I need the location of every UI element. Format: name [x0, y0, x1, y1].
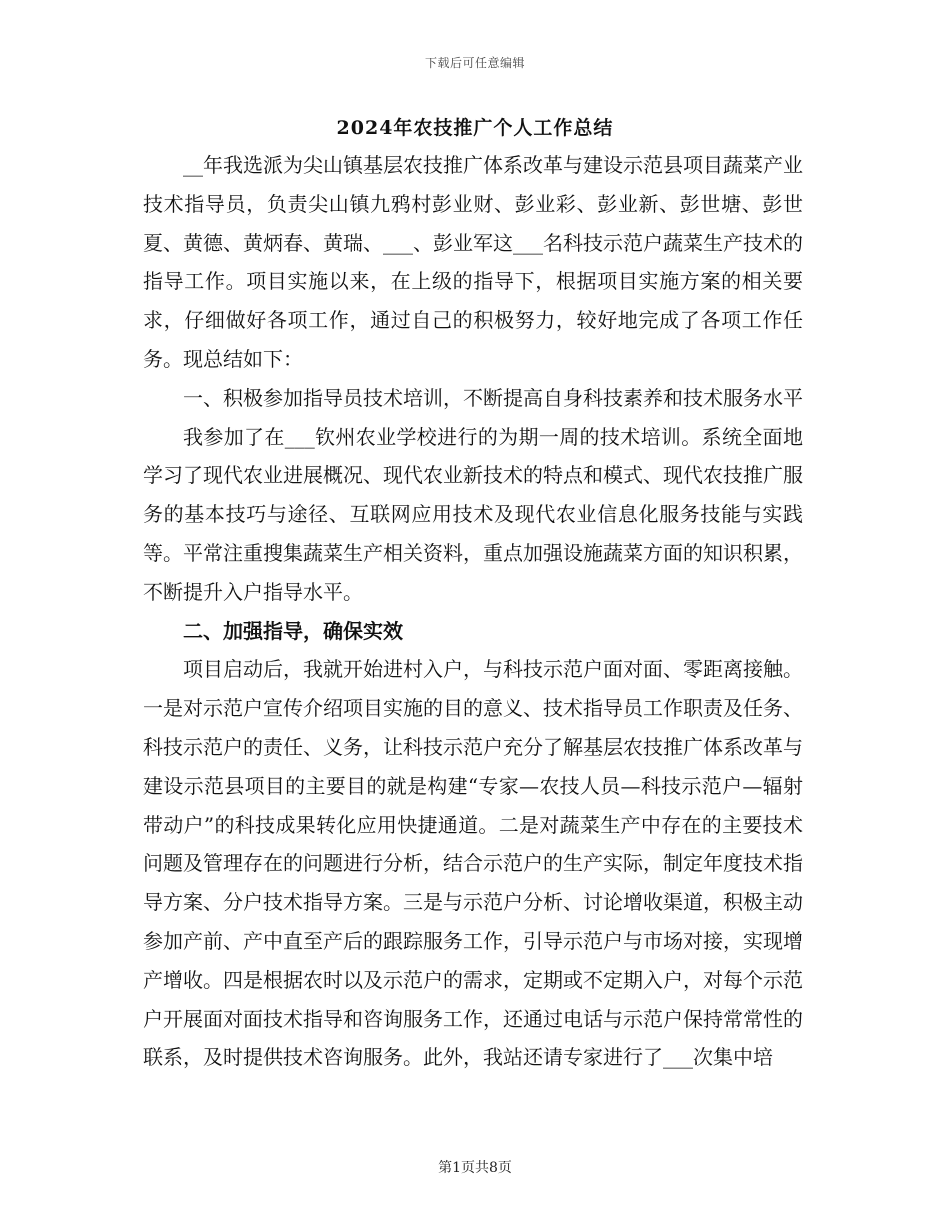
- document-body: [143, 146, 803, 1077]
- section-heading-1: 一、积极参加指导员技术培训，不断提高自身科技素养和技术服务水平: [183, 385, 803, 410]
- paragraph-training: 我参加了在___钦州农业学校进行的为期一周的技术培训。系统全面地学习了现代农业进展概况、现代农业新技术的特点和模式、现代农技推广服务的基本技巧与途径、互联网应用技术及现代农业信息化服务技能与实践等。平常注重搜集蔬菜生产相关资料，重点加强设施蔬菜方面的知识积累，不断提升入户指导水平。: [143, 424, 803, 604]
- section-heading-2: 二、加强指导，确保实效: [183, 618, 403, 643]
- page-number: 第1页共8页: [438, 1160, 512, 1176]
- paragraph-intro: __年我选派为尖山镇基层农技推广体系改革与建设示范县项目蔬菜产业技术指导员，负责尖山镇九鸦村彭业财、彭业彩、彭业新、彭世塘、彭世夏、黄德、黄炳春、黄瑞、___、彭业军这___名科技示范户蔬菜生产技术的指导工作。项目实施以来，在上级的指导下，根据项目实施方案的相关要求，仔细做好各项工作，通过自己的积极努力，较好地完成了各项工作任务。现总结如下：: [143, 153, 803, 371]
- paragraph-guidance: 项目启动后，我就开始进村入户，与科技示范户面对面、零距离接触。一是对示范户宣传介绍项目实施的目的意义、技术指导员工作职责及任务、科技示范户的责任、义务，让科技示范户充分了解基层农技推广体系改革与建设示范县项目的主要目的就是构建“专家—农技人员—科技示范户—辐射带动户”的科技成果转化应用快捷通道。二是对蔬菜生产中存在的主要技术问题及管理存在的问题进行分析，结合示范户的生产实际，制定年度技术指导方案、分户技术指导方案。三是与示范户分析、讨论增收渠道，积极主动参加产前、产中直至产后的跟踪服务工作，引导示范户与市场对接，实现增产增收。四是根据农时以及示范户的需求，定期或不定期入户，对每个示范户开展面对面技术指导和咨询服务工作，还通过电话与示范户保持常常性的联系，及时提供技术咨询服务。此外，我站还请专家进行了___次集中培: [143, 657, 803, 1070]
- download-edit-note: 下载后可任意编辑: [424, 56, 525, 70]
- document-title: 2024年农技推广个人工作总结: [336, 117, 614, 139]
